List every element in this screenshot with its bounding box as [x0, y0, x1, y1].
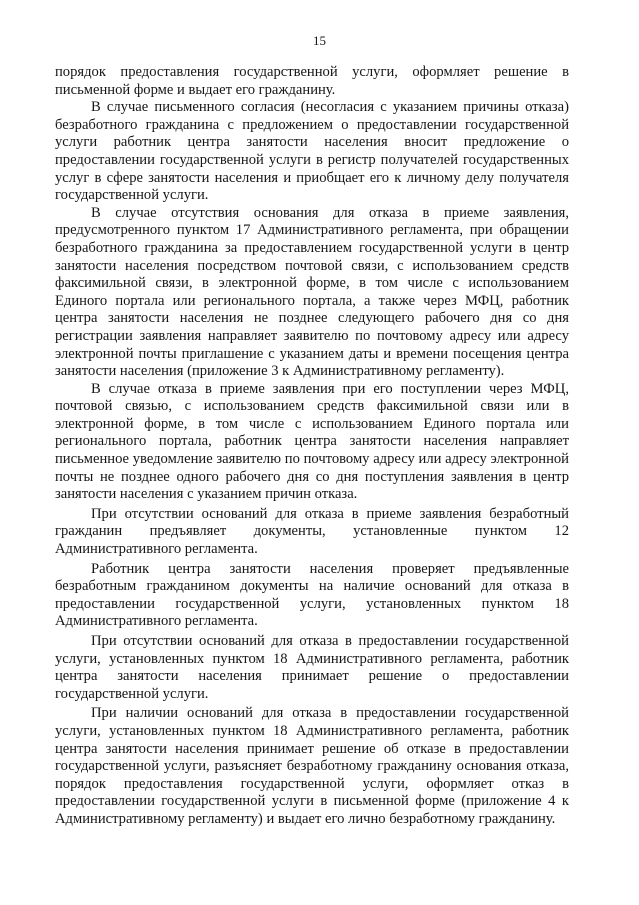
paragraph-decision-grant: При отсутствии оснований для отказа в предоставлении государственной услуги, установленных пунктом 18 Административного регламента, работник центра занятости населения принимает решение о предоставлении государственной услуги. — [55, 633, 569, 702]
paragraph-written-consent: В случае письменного согласия (несогласия с указанием причины отказа) безработного гражданина с предложением о предоставлении государственной услуги работник центра занятости населения вносит предложение о предоставлении государственной услуги в регистр получателей государственных услуг в сфере занятости населения и приобщает его к личному делу получателя государственной услуги. — [55, 99, 569, 204]
paragraph-no-grounds-remote: В случае отсутствия основания для отказа в приеме заявления, предусмотренного пунктом 17 Административного регламента, при обращении безработного гражданина за предоставлением государственной услуги в центр занятости населения посредством почтовой связи, с использованием средств факсимильной связи, в электронной форме, в том числе с использованием Единого портала или регионального портала, а также через МФЦ, работник центра занятости населения не позднее следующего рабочего дня со дня регистрации заявления направляет заявителю по почтовому адресу или адресу электронной почты приглашение с указанием даты и времени посещения центра занятости населения (приложение 3 к Административному регламенту). — [55, 204, 569, 380]
paragraph-documents-check: Работник центра занятости населения проверяет предъявленные безработным гражданином документы на наличие оснований для отказа в предоставлении государственной услуги, установленных пунктом 18 Административного регламента. — [55, 560, 569, 630]
page-number: 15 — [313, 33, 326, 48]
paragraph-refusal-remote: В случае отказа в приеме заявления при его поступлении через МФЦ, почтовой связью, с использованием средств факсимильной связи или в электронной форме, в том числе с использованием Единого портала или регионального портала, работник центра занятости населения направляет письменное уведомление заявителю по почтовому адресу или адресу электронной почты не позднее одного рабочего дня со дня поступления заявления в центр занятости населения с указанием причин отказа. — [55, 380, 569, 503]
paragraph-continuation: порядок предоставления государственной услуги, оформляет решение в письменной форме и выдает его гражданину. — [55, 64, 569, 98]
paragraph-decision-refuse: При наличии оснований для отказа в предоставлении государственной услуги, установленных пунктом 18 Административного регламента, работник центра занятости населения принимает решение об отказе в предоставлении государственной услуги, разъясняет безработному гражданину основания отказа, порядок предоставления государственной услуги, оформляет отказ в предоставлении государственной услуги в письменной форме (приложение 4 к Административному регламенту) и выдает его лично безработному гражданину. — [55, 705, 569, 827]
document-body — [55, 64, 569, 829]
paragraph-documents-presented: При отсутствии оснований для отказа в приеме заявления безработный гражданин предъявляет документы, установленные пунктом 12 Административного регламента. — [55, 505, 569, 558]
